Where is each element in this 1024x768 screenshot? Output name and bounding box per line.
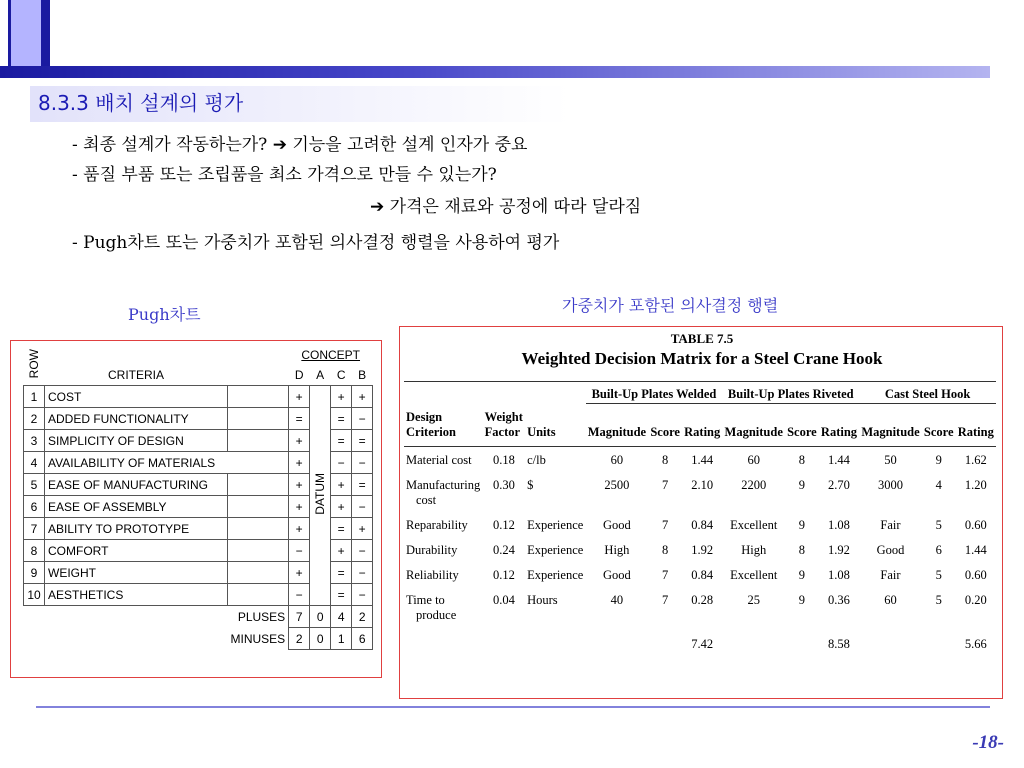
pugh-row: 3 SIMPLICITY OF DESIGN + = = [24,430,373,452]
pugh-chart-table [23,345,373,650]
pugh-row: 4 AVAILABILITY OF MATERIALS + − − [24,452,373,474]
header-accent-inner [11,0,41,66]
pugh-row: 1 COST + DATUM + + [24,386,373,408]
pugh-row: 2 ADDED FUNCTIONALITY = = − [24,408,373,430]
wdm-header-row-1 [404,382,996,404]
bullet-line-2: - 품질 부품 또는 조립품을 최소 가격으로 만들 수 있는가? [72,165,497,185]
wdm-row: Manufacturing cost 0.30 $ 2500 7 2.10 2200 9 2.70 3000 4 1.20 [404,472,996,512]
wdm-total-cast: 5.66 [964,637,987,651]
bullet-line-1: - 최종 설계가 작동하는가? ➔ 기능을 고려한 설계 인자가 중요 [72,135,528,155]
wdm-row: Durability 0.24 Experience High 8 1.92 High 8 1.92 Good 6 1.44 [404,537,996,562]
wdm-group-cast: Cast Steel Hook [859,382,996,404]
pugh-row: 9 WEIGHT + = − [24,562,373,584]
bullet-line-3: ➔ 가격은 재료와 공정에 따라 달라짐 [370,197,642,217]
wdm-group-riveted: Built-Up Plates Riveted [722,382,859,404]
pugh-concept-header: CONCEPT [301,348,361,362]
wdm-row: Reparability 0.12 Experience Good 7 0.84 Excellent 9 1.08 Fair 5 0.60 [404,512,996,537]
pugh-chart-figure [10,340,382,678]
wdm-criterion-cell: Durability [406,543,458,557]
wdm-group-welded: Built-Up Plates Welded [586,382,723,404]
wdm-caption: 가중치가 포함된 의사결정 행렬 [562,296,779,315]
wdm-row: Time to produce 0.04 Hours 40 7 0.28 25 9 0.36 60 5 0.20 [404,587,996,627]
pugh-concept-c: C [336,368,346,382]
wdm-title: Weighted Decision Matrix for a Steel Crane Hook [521,349,883,368]
pugh-row-header: ROW [27,348,41,379]
pugh-concept-a: A [316,368,325,382]
page-number: -18- [972,732,1004,753]
pugh-row: 7 ABILITY TO PROTOTYPE + = + [24,518,373,540]
wdm-criterion-cell: Material cost [406,453,472,467]
wdm-criterion-cell: Time to produce [406,593,457,622]
wdm-body [404,447,996,628]
section-title: 8.3.3 배치 설계의 평가 [30,86,570,122]
wdm-row: Reliability 0.12 Experience Good 7 0.84 Excellent 9 1.08 Fair 5 0.60 [404,562,996,587]
pugh-row: 5 EASE OF MANUFACTURING + + = [24,474,373,496]
pugh-datum-column: DATUM [310,386,331,606]
pugh-concept-d: D [294,368,304,382]
wdm-table-number: TABLE 7.5 [670,331,734,346]
wdm-row: Material cost 0.18 c/lb 60 8 1.44 60 8 1.44 50 9 1.62 [404,447,996,473]
pugh-row: 6 EASE OF ASSEMBLY + + − [24,496,373,518]
wdm-totals-row [404,627,996,653]
pugh-row: 10 AESTHETICS − = − [24,584,373,606]
wdm-total-welded: 7.42 [691,637,714,651]
wdm-header-row-2: Design Criterion Weight Factor Units Magnitude Score Rating Magnitude Score Rating Magnitude Score Rating [404,404,996,447]
wdm-criterion-cell: Manufacturing cost [406,478,481,507]
pugh-header-row-1 [24,345,373,365]
pugh-header-row-2 [24,365,373,386]
bullet-line-4: - Pugh차트 또는 가중치가 포함된 의사결정 행렬을 사용하여 평가 [72,233,560,253]
weighted-matrix-table [404,381,996,653]
pugh-row: 8 COMFORT − + − [24,540,373,562]
pugh-concept-b: B [358,368,367,382]
pugh-pluses-row: PLUSES 7 0 4 2 [24,606,373,628]
pugh-caption: Pugh차트 [128,305,201,324]
wdm-criterion-cell: Reparability [406,518,468,532]
pugh-criteria-header: CRITERIA [107,368,164,382]
weighted-matrix-figure [399,326,1003,699]
pugh-minuses-row: MINUSES 2 0 1 6 [24,628,373,650]
wdm-total-riveted: 8.58 [828,637,850,651]
header-gradient-bar [0,66,990,78]
footer-divider [36,706,990,708]
wdm-criterion-cell: Reliability [406,568,459,582]
